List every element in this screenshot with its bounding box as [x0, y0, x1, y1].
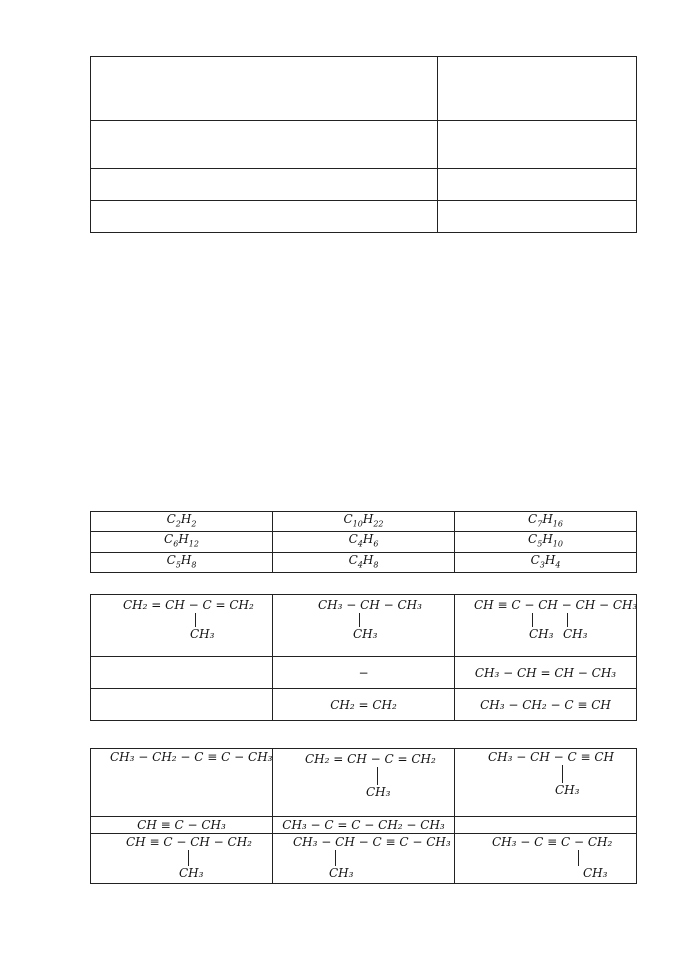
formula-cell	[455, 552, 637, 572]
structure-cell	[455, 595, 637, 657]
structure-cell	[455, 749, 637, 817]
table-cell	[91, 121, 438, 169]
formula: $C_5H_8$	[166, 552, 197, 570]
structure: CH₃ − CH₂ − C ≡ CH	[480, 697, 611, 712]
table-cell	[91, 169, 438, 201]
structure: CH₃ − C = C − CH₂ − CH₃	[282, 818, 445, 832]
structure-main: CH₃ − CH − C ≡ C − CH₃	[293, 835, 451, 849]
structure-main: CH₂ = CH − C = CH₂	[305, 752, 436, 766]
structure-branch: CH₃	[529, 627, 554, 641]
structure-branch: CH₃	[366, 785, 391, 799]
structure-main: CH₃ − CH − C ≡ CH	[488, 750, 614, 764]
table-row	[91, 512, 637, 532]
formula-cell	[455, 532, 637, 552]
structure-cell	[455, 657, 637, 689]
structure-branch: CH₃	[353, 627, 378, 641]
structure-branch: CH₃	[563, 627, 588, 641]
structure-main: CH ≡ C − CH − CH − CH₃	[474, 598, 638, 612]
table-cell	[91, 201, 438, 233]
formula: $C_5H_{10}$	[528, 532, 563, 549]
structure-branch: CH₃	[329, 866, 354, 880]
structure-main: CH ≡ C − CH − CH₂	[126, 835, 252, 849]
structure-cell	[273, 689, 455, 721]
bond-line	[195, 613, 196, 627]
empty-table	[90, 56, 637, 233]
formula: $C_2H_2$	[166, 512, 197, 529]
structure-cell	[273, 817, 455, 834]
structure: CH₃ − CH = CH − CH₃	[474, 665, 617, 680]
table-row	[91, 834, 637, 884]
table-cell	[438, 57, 637, 121]
structure: −	[358, 665, 369, 680]
structure-branch: CH₃	[583, 866, 608, 880]
formula-cell	[91, 552, 273, 572]
table-row	[91, 169, 637, 201]
formula-cell	[91, 512, 273, 532]
bond-line	[562, 765, 563, 783]
formula-cell	[273, 512, 455, 532]
structure-branch: CH₃	[179, 866, 204, 880]
structure-table-2	[90, 748, 637, 884]
formula-table	[90, 511, 637, 573]
structure-cell	[91, 749, 273, 817]
bond-line	[335, 850, 336, 866]
structure-cell	[91, 657, 273, 689]
table-row	[91, 817, 637, 834]
table-row	[91, 657, 637, 689]
formula: $C_4H_6$	[348, 532, 379, 549]
structure-cell	[91, 689, 273, 721]
table-row	[91, 552, 637, 572]
structure-cell	[273, 834, 455, 884]
table-cell	[91, 57, 438, 121]
table-cell	[438, 169, 637, 201]
formula: $C_3H_4$	[530, 552, 561, 570]
table-row	[91, 121, 637, 169]
structure-cell	[273, 657, 455, 689]
structure-cell	[91, 595, 273, 657]
table-row	[91, 749, 637, 817]
structure-branch: CH₃	[555, 783, 580, 797]
structure-cell	[455, 834, 637, 884]
structure-branch: CH₃	[190, 627, 215, 641]
structure-cell	[91, 834, 273, 884]
structure: CH₂ = CH₂	[330, 697, 397, 712]
formula-cell	[455, 512, 637, 532]
table-row	[91, 532, 637, 552]
table-row	[91, 57, 637, 121]
structure-cell	[455, 817, 637, 834]
formula: $C_7H_{16}$	[528, 512, 563, 529]
structure-main: CH₂ = CH − C = CH₂	[123, 598, 254, 612]
bond-line	[377, 767, 378, 785]
bond-line	[532, 613, 533, 627]
table-cell	[438, 201, 637, 233]
bond-line	[567, 613, 568, 627]
structure: CH ≡ C − CH₃	[137, 818, 226, 832]
bond-line	[188, 850, 189, 866]
formula: $C_4H_8$	[348, 552, 379, 570]
table-row	[91, 201, 637, 233]
table-cell	[438, 121, 637, 169]
formula-cell	[91, 532, 273, 552]
structure-main: CH₃ − CH₂ − C ≡ C − CH₃	[110, 750, 273, 764]
structure-cell	[273, 749, 455, 817]
bond-line	[578, 850, 579, 866]
bond-line	[359, 613, 360, 627]
structure-cell	[273, 595, 455, 657]
structure-main: CH₃ − CH − CH₃	[318, 598, 422, 612]
structure-cell	[91, 817, 273, 834]
structure-main: CH₃ − C ≡ C − CH₂	[492, 835, 613, 849]
formula: $C_6H_{12}$	[164, 532, 199, 549]
table-row	[91, 595, 637, 657]
formula: $C_{10}H_{22}$	[343, 512, 384, 529]
structure-table-1	[90, 594, 637, 721]
formula-cell	[273, 532, 455, 552]
formula-cell	[273, 552, 455, 572]
structure-cell	[455, 689, 637, 721]
table-row	[91, 689, 637, 721]
